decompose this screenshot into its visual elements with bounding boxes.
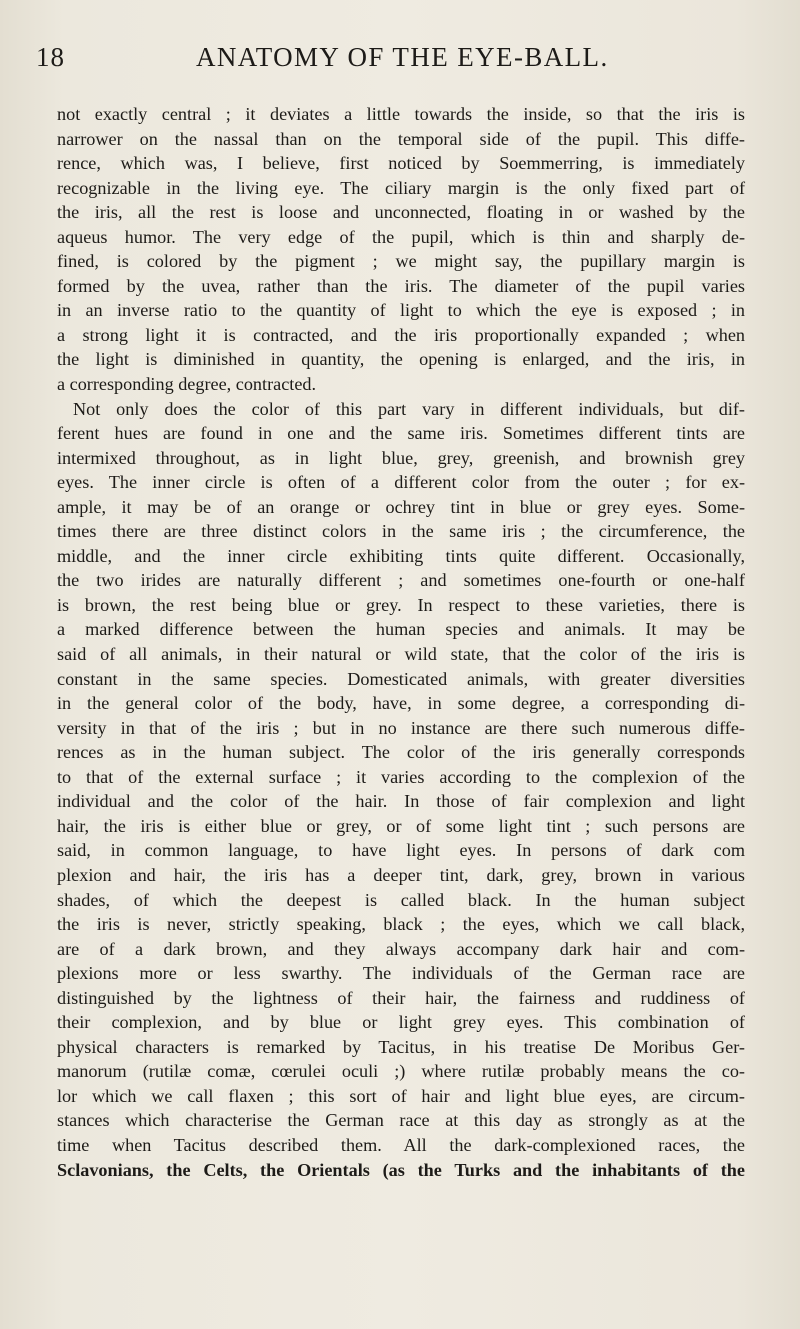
text-line: in an inverse ratio to the quantity of light to which the eye is exposed ; in — [57, 300, 745, 321]
text-line: narrower on the nassal than on the temporal side of the pupil. This diffe- — [57, 128, 745, 149]
text-line: time when Tacitus described them. All the dark-complexioned races, the — [57, 1134, 745, 1155]
text-line: hair, the iris is either blue or grey, or of some light tint ; such persons are — [57, 815, 745, 836]
text-line: plexion and hair, the iris has a deeper tint, dark, grey, brown in various — [57, 864, 745, 885]
text-line: Not only does the color of this part vary in different individuals, but dif- — [73, 398, 745, 419]
text-line: in the general color of the body, have, in some degree, a corresponding di- — [57, 693, 745, 714]
text-line: the iris, all the rest is loose and unconnected, floating in or washed by the — [57, 202, 745, 223]
text-line: physical characters is remarked by Tacitus, in his treatise De Moribus Ger- — [57, 1036, 745, 1057]
text-line: aqueus humor. The very edge of the pupil, which is thin and sharply de- — [57, 226, 745, 247]
text-line: intermixed throughout, as in light blue, grey, greenish, and brownish grey — [57, 447, 745, 468]
text-line: to that of the external surface ; it varies according to the complexion of the — [57, 766, 745, 787]
page-header — [28, 42, 768, 82]
page-number: 18 — [36, 42, 65, 72]
text-line: ample, it may be of an orange or ochrey tint in blue or grey eyes. Some- — [57, 496, 745, 517]
text-line: their complexion, and by blue or light grey eyes. This combination of — [57, 1012, 745, 1033]
text-line: manorum (rutilæ comæ, cœrulei oculi ;) where rutilæ probably means the co- — [57, 1061, 745, 1082]
text-line: rences as in the human subject. The color of the iris generally corresponds — [57, 742, 745, 763]
running-head: ANATOMY OF THE EYE-BALL. — [196, 42, 609, 72]
body-text — [57, 102, 745, 1182]
text-line: plexions more or less swarthy. The individuals of the German race are — [57, 963, 745, 984]
text-line: the light is diminished in quantity, the opening is enlarged, and the iris, in — [57, 349, 745, 370]
text-line: not exactly central ; it deviates a little towards the inside, so that the iris is — [57, 104, 745, 124]
text-line: stances which characterise the German race at this day as strongly as at the — [57, 1110, 745, 1131]
text-line: rence, which was, I believe, first noticed by Soemmerring, is immediately — [57, 153, 745, 174]
text-line: recognizable in the living eye. The ciliary margin is the only fixed part of — [57, 177, 745, 198]
text-line: a strong light it is contracted, and the iris proportionally expanded ; when — [57, 324, 745, 345]
text-line: said, in common language, to have light eyes. In persons of dark com — [57, 840, 745, 861]
text-line: eyes. The inner circle is often of a different color from the outer ; for ex- — [57, 472, 745, 493]
text-line: Sclavonians, the Celts, the Orientals (as the Turks and the inhabitants of the — [57, 1159, 745, 1180]
text-line: said of all animals, in their natural or wild state, that the color of the iris is — [57, 644, 745, 665]
text-line: formed by the uvea, rather than the iris. The diameter of the pupil varies — [57, 275, 745, 296]
text-line: ferent hues are found in one and the same iris. Sometimes different tints are — [57, 423, 745, 444]
text-line: is brown, the rest being blue or grey. In respect to these varieties, there is — [57, 594, 745, 615]
text-line: the two irides are naturally different ; and sometimes one-fourth or one-half — [57, 570, 745, 591]
text-line: middle, and the inner circle exhibiting tints quite different. Occasionally, — [57, 545, 745, 566]
text-line: are of a dark brown, and they always accompany dark hair and com- — [57, 938, 745, 959]
text-line: versity in that of the iris ; but in no instance are there such numerous diffe- — [57, 717, 745, 738]
text-line: a marked difference between the human species and animals. It may be — [57, 619, 745, 640]
text-line: shades, of which the deepest is called black. In the human subject — [57, 889, 745, 910]
text-line: the iris is never, strictly speaking, black ; the eyes, which we call black, — [57, 914, 745, 935]
text-line: individual and the color of the hair. In those of fair complexion and light — [57, 791, 745, 812]
text-line: times there are three distinct colors in the same iris ; the circumference, the — [57, 521, 745, 542]
text-line: constant in the same species. Domesticated animals, with greater diversities — [57, 668, 745, 689]
text-line: lor which we call flaxen ; this sort of hair and light blue eyes, are circum- — [57, 1085, 745, 1106]
text-line: a corresponding degree, contracted. — [57, 374, 317, 395]
text-line: distinguished by the lightness of their hair, the fairness and ruddiness of — [57, 987, 745, 1008]
text-line: fined, is colored by the pigment ; we might say, the pupillary margin is — [57, 251, 745, 272]
